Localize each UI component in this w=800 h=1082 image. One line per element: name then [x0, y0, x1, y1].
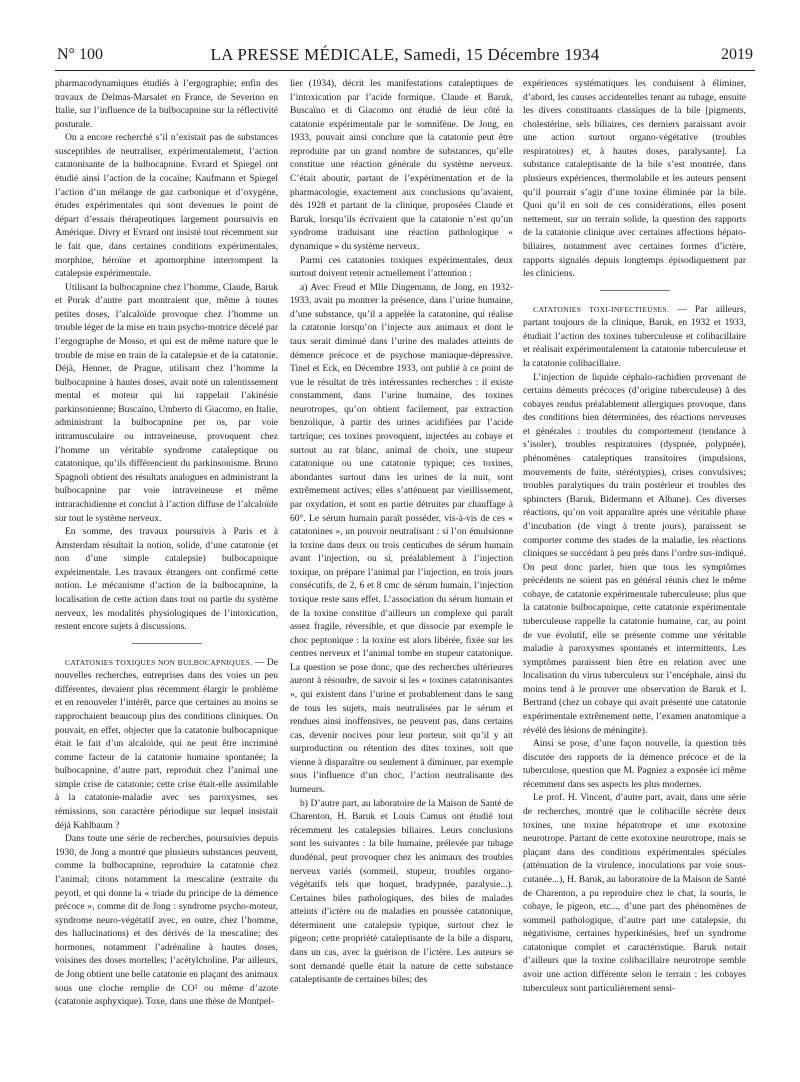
paragraph: Le prof. H. Vincent, d’autre part, avait, dans une série de recherches, montré que le colibacille sécrète deux toxines, une toxine hépatotrope et une exotoxine neurotrope. Partant de cette exotoxine neurotrope, mais se plaçant dans des conditions expérimentales spéciales (atténuation de la virulence, inoculations par voie sous-cutanée...), H. Baruk, au laboratoire de la Maison de Santé de Charenton, a pu reproduire chez le chat, la souris, le cobaye, le pigeon, etc..., d’une part des phénomènes de sommeil pathologique, d’autre part une catalepsie, du négativisme, certaines hyperkinésies, bref un syndrome catatonique complet et caractéristique. Baruk notait d’ailleurs que la toxine colibacillaire neurotrope semble avoir une action différente selon le terrain : les cobayes tuberculeux sont particulièrement sensi- — [523, 793, 746, 994]
section-heading: CATATONIES TOXI-INFECTIEUSES. — [533, 304, 670, 314]
paragraph: b) D’autre part, au laboratoire de la Maison de Santé de Charenton, H. Baruk et Louis Camus ont étudié tout récemment les catalepsies biliaires. Leurs conclusions sont les suivantes : la bile humaine, prélevée par tubage duodénal, peut provoquer chez les animaux des troubles nerveux variés (sommeil, stupeur, troubles organo-végétatifs tels que hoquet, bradypnée, paralysie...). Certaines biles pathologiques, des biles de malades atteints d’ictère ou de maladies en poussée catatonique, déterminent une catalepsie typique, surtout chez le pigeon; cette propriété cataleptisante de la bile a disparu, dans un cas, avec la guérison de l’ictère. Les auteurs se sont demandé quelle était la nature de cette substance cataleptisante de certaines biles; des — [290, 798, 513, 986]
section-separator — [132, 643, 202, 644]
paragraph: expériences systématiques les conduisent à éliminer, d’abord, les causes accidentelles tenant au tubage, ensuite les divers constituants classiques de la bile [pigments, cholestérine, sels biliaires, ces derniers paraissant avoir une action surtout organo-végétative (troubles respiratoires) et, à hautes doses, paralysante]. La substance cataleptisante de la bile s’est montrée, dans plusieurs expériences, thermolabile et les auteurs pensent qu’il pourrait s’agir d’une toxine éliminée par la bile. Quoi qu’il en soit de ces considérations, elles posent nettement, sur un terrain solide, la question des rapports de la catatonie clinique avec certaines affections hépato-biliaires, notamment avec certaines formes d’ictère, rapports signalés depuis longtemps épisodiquement par les cliniciens. — [523, 79, 746, 280]
paragraph: Utilisant la bulbocapnine chez l’homme, Claude, Baruk et Porak d’autre part montraient que, même à toutes petites doses, l’alcaloïde provoque chez l’homme un trouble léger de la mise en train psycho-motrice décelé par l’ergographe de Mosso, et qui est de même nature que le trouble de mise en train de la catalepsie et de la catatonie. Déjà, Henner, de Prague, utilisant chez l’homme la bulbocapnine à hautes doses, avait noté un ralentissement mental et moteur qui lui rappelait l’akinésie parkinsonienne; Buscaïno, Umberto di Giacomo, en Italie, administrant la bulbocapnine per os, par voie intramusculaire ou intraveineuse, provoquent chez l’homme un véritable syndrome cataleptique ou catatonique, qu’ils différencient du parkinsonisme. Bruno Spagnoli obtient des résultats analogues en administrant la bulbocapnine par voie intraveineuse et même intrarachidienne et conclut à l’action diffuse de l’alcaloïde sur tout le système nerveux. — [55, 282, 278, 524]
text-column-3 — [523, 78, 746, 1073]
paragraph: Dans toute une série de recherches, poursuivies depuis 1930, de Jong a montré que plusieurs substances peuvent, comme la bulbocapnine, reproduire la catatonie chez l’animal; citons notamment la mescaline (extraite du peyotl, et qui donne la « triade du principe de la démence précoce », comme dit de Jong : syndrome psycho-moteur, syndrome neuro-végétatif avec, en outre, chez l’homme, des hallucinations) et des dérivés de la mescaline; des hormones, notamment l’adrénaline à hautes doses, voisines des doses mortelles; l’acétylcholine. Par ailleurs, de Jong obtient une belle catatonie en plaçant des animaux sous une cloche remplie de CO² ou même d’azote (catatonie asphyxique). Toxe, dans une thèse de Montpel- — [55, 834, 278, 1008]
paragraph: En somme, des travaux poursuivis à Paris et à Amsterdam résultait la notion, solide, d’une catatonie (et non d’une simple catalepsie) bulbocapnique expérimentale. Les travaux étrangers ont confirmé cette notion. Le mécanisme d’action de la bulbocapnine, la localisation de cette action dans tout ou partie du système nerveux, les modalités physiologiques de l’intoxication, restent encore sujets à discussions. — [55, 527, 278, 633]
journal-title: LA PRESSE MÉDICALE, Samedi, 15 Décembre 1934 — [210, 45, 600, 64]
paragraph: On a encore recherché s’il n’existait pas de substances susceptibles de neutraliser, expérimentalement, l’action catatonisante de la bulbocapnine. Evrard et Spiegel ont étudié ainsi l’action de la cocaïne; Kaufmann et Spiegel l’action d’un mélange de gaz carbonique et d’oxygène, études expérimentales qui sont devenues le point de départ d’essais thérapeutiques largement poursuivis en Amérique. Divry et Evrard ont insisté tout récemment sur le fait que, dans certaines conditions expérimentales, morphine, héroïne et apomorphine interrompent la catalepsie expérimentale. — [55, 133, 278, 280]
text-column-2 — [290, 78, 513, 1073]
page-number: 2019 — [721, 46, 753, 63]
section-paragraph: CATATONIES TOXI-INFECTIEUSES. — Par ailleurs, partant toujours de la clinique, Baruk, en 1932 et 1933, étudiait l’action des toxines tuberculeuse et colibacillaire et réalisait expérimentalement la catatonie tuberculeuse et la catatonie colibacillaire. — [523, 304, 746, 369]
section-heading: CATATONIES TOXIQUES NON BULBOCAPNIQUES. — [65, 657, 253, 667]
section-separator — [600, 290, 670, 291]
running-header — [55, 44, 755, 71]
issue-number: N° 100 — [57, 46, 103, 63]
paragraph: lier (1934), décrit les manifestations cataleptiques de l’intoxication par l’acide formique. Claude et Baruk, Buscaïno et di Giacomo ont étudié de leur côté la catatonie expérimentale par le somnifène. De Jong, en 1933, pouvait ainsi conclure que la catatonie peut être reproduite par un grand nombre de substances, qu’elle constitue une réaction générale du système nerveux. C’était aboutir, partant de l’expérimentation et de la pharmacologie, exactement aux conclusions qu’avaient, dès 1928 et partant de la clinique, proposées Claude et Baruk, lorsqu’ils écrivaient que la catatonie n’est qu’un syndrome traduisant une réaction pathologique « dynamique » du système nerveux. — [290, 79, 513, 252]
section-paragraph: CATATONIES TOXIQUES NON BULBOCAPNIQUES. — De nouvelles recherches, entreprises dans des voies un peu différentes, devaient plus récemment élargir le problème et en renouveler l’intérêt, parce que certaines au moins se rapprochaient beaucoup plus des conditions cliniques. On pouvait, en effet, objecter que la catatonie bulbocapnique était le fait d’un alcaloïde, qui ne peut être incriminé comme facteur de la catatonie humaine spontanée; la bulbocapnine, d’autre part, reproduit chez l’animal une simple crise de catatonie; cette crise était-elle assimilable à la catatonie-maladie avec ses paroxysmes, ses rémissions, son caractère périodique sur lequel insistait déjà Kahlbaum ? — [55, 657, 278, 831]
paragraph: L’injection de liquide céphalo-rachidien provenant de certains déments précoces (d’origine tuberculeuse) à des cobayes rendus préalablement allergiques provoque, dans des conditions bien déterminées, des réactions nerveuses et générales : troubles du comportement (tendance à s’isoler), troubles respiratoires (dyspnée, polypnée), phénomènes cataleptiques transitoires (impulsions, mouvements de fuite, stéréotypies), crises convulsives; troubles paralytiques du train postérieur et troubles des sphincters (Baruk, Bidermann et Albane). Ces diverses réactions, qu’on voit apparaître après une véritable phase d’incubation (de vingt à trente jours), paraissent se comporter comme des stades de la maladie, les réactions cliniques se succédant à peu près dans l’ordre sus-indiqué. On peut donc parler, bien que tous les symptômes précédents ne soient pas en général réunis chez le même cobaye, de catatonie expérimentale tuberculeuse; plus que la catatonie bulbocapnique, cette catatonie expérimentale tuberculeuse rappelle la catatonie humaine, car, au point de vue évolutif, elle se présente comme une véritable maladie à paroxysmes spontanés et intermittents. Les symptômes paraissent bien être en relation avec une localisation du virus tuberculeux sur l’encéphale, ainsi du moins tend à le prouver une observation de Baruk et I. Bertrand (chez un cobaye qui avait présenté une catatonie expérimentale extrêmement nette, l’examen anatomique a révélé des lésions de méningite). — [523, 372, 746, 736]
paragraph: Ainsi se pose, d’une façon nouvelle, la question très discutée des rapports de la démence précoce et de la tuberculose, question que M. Pagniez a exposée ici même récemment dans ses aspects les plus modernes. — [523, 739, 746, 790]
text-column-1 — [55, 78, 278, 1073]
paragraph: Parmi ces catatonies toxiques expérimentales, deux surtout doivent retenir actuellement l’attention : — [290, 255, 513, 280]
paragraph: pharmacodynamiques étudiés à l’ergographie; enfin des travaux de Delmas-Marsalet en France, de Severino en Italie, sur l’influence de la bulbocapnine sur la réflectivité posturale. — [55, 79, 278, 130]
paragraph: a) Avec Freud et Mlle Dingemann, de Jong, en 1932-1933, avait pu montrer la présence, dans l’urine humaine, d’une substance, qu’il a appelée la catatonine, qui réalise la catatonie lorsqu’on l’injecte aux animaux et dont le taux serait diminué dans l’urine des malades atteints de démence précoce et de psychose maniaque-dépressive. Tinel et Eck, en Décembre 1933, ont publié à ce point de vue le résultat de très intéressantes recherches : il existe constamment, dans l’urine humaine, des toxines neurotropes, qu’on obtient facilement, par extraction benzolique, à partir des urines acidifiées par l’acide tartrique; ces toxines provoquent, injectées au cobaye et surtout au rat blanc, animal de choix, une stupeur catatonique ou une catatonie typique; ces toxines, abondantes surtout dans les urines de la nuit, sont extrêmement actives; elles s’atténuent par vieillissement, par oxydation, et sont en partie détruites par chauffage à 60°. Le sérum humain paraît posséder, vis-à-vis de ces « catatonines », un pouvoir neutralisant : si l’on émulsionne la toxine dans deux ou trois centicubes de sérum humain avant l’injection, ou si, préalablement à l’injection toxique, on prépare l’animal par l’injection, en trois jours consécutifs, de 2, 6 et 8 cmc de sérum humain, l’injection toxique reste sans effet. L’association du sérum humain et de la toxine constitue d’ailleurs un complexe qui paraît assez fragile, réversible, et que dissocie par exemple le choc peptonique : la toxine est alors libérée, fixée sur les centres nerveux et l’animal tombe en stupeur catatonique. La question se pose donc, que des recherches ultérieures auront à résoudre, de savoir si les « toxines catatonisantes », qui existent dans l’urine et probablement dans le sang de tous les sujets, mais neutralisées par le sérum et rendues ainsi inoffensives, ne peuvent pas, dans certains cas, devenir nocives pour leur porteur, soit qu’il y ait surproduction ou rétention des dites toxines, soit que vienne à disparaître ou seulement à diminuer, par exemple sous l’influence d’un choc, l’action neutralisante des humeurs. — [290, 282, 513, 796]
